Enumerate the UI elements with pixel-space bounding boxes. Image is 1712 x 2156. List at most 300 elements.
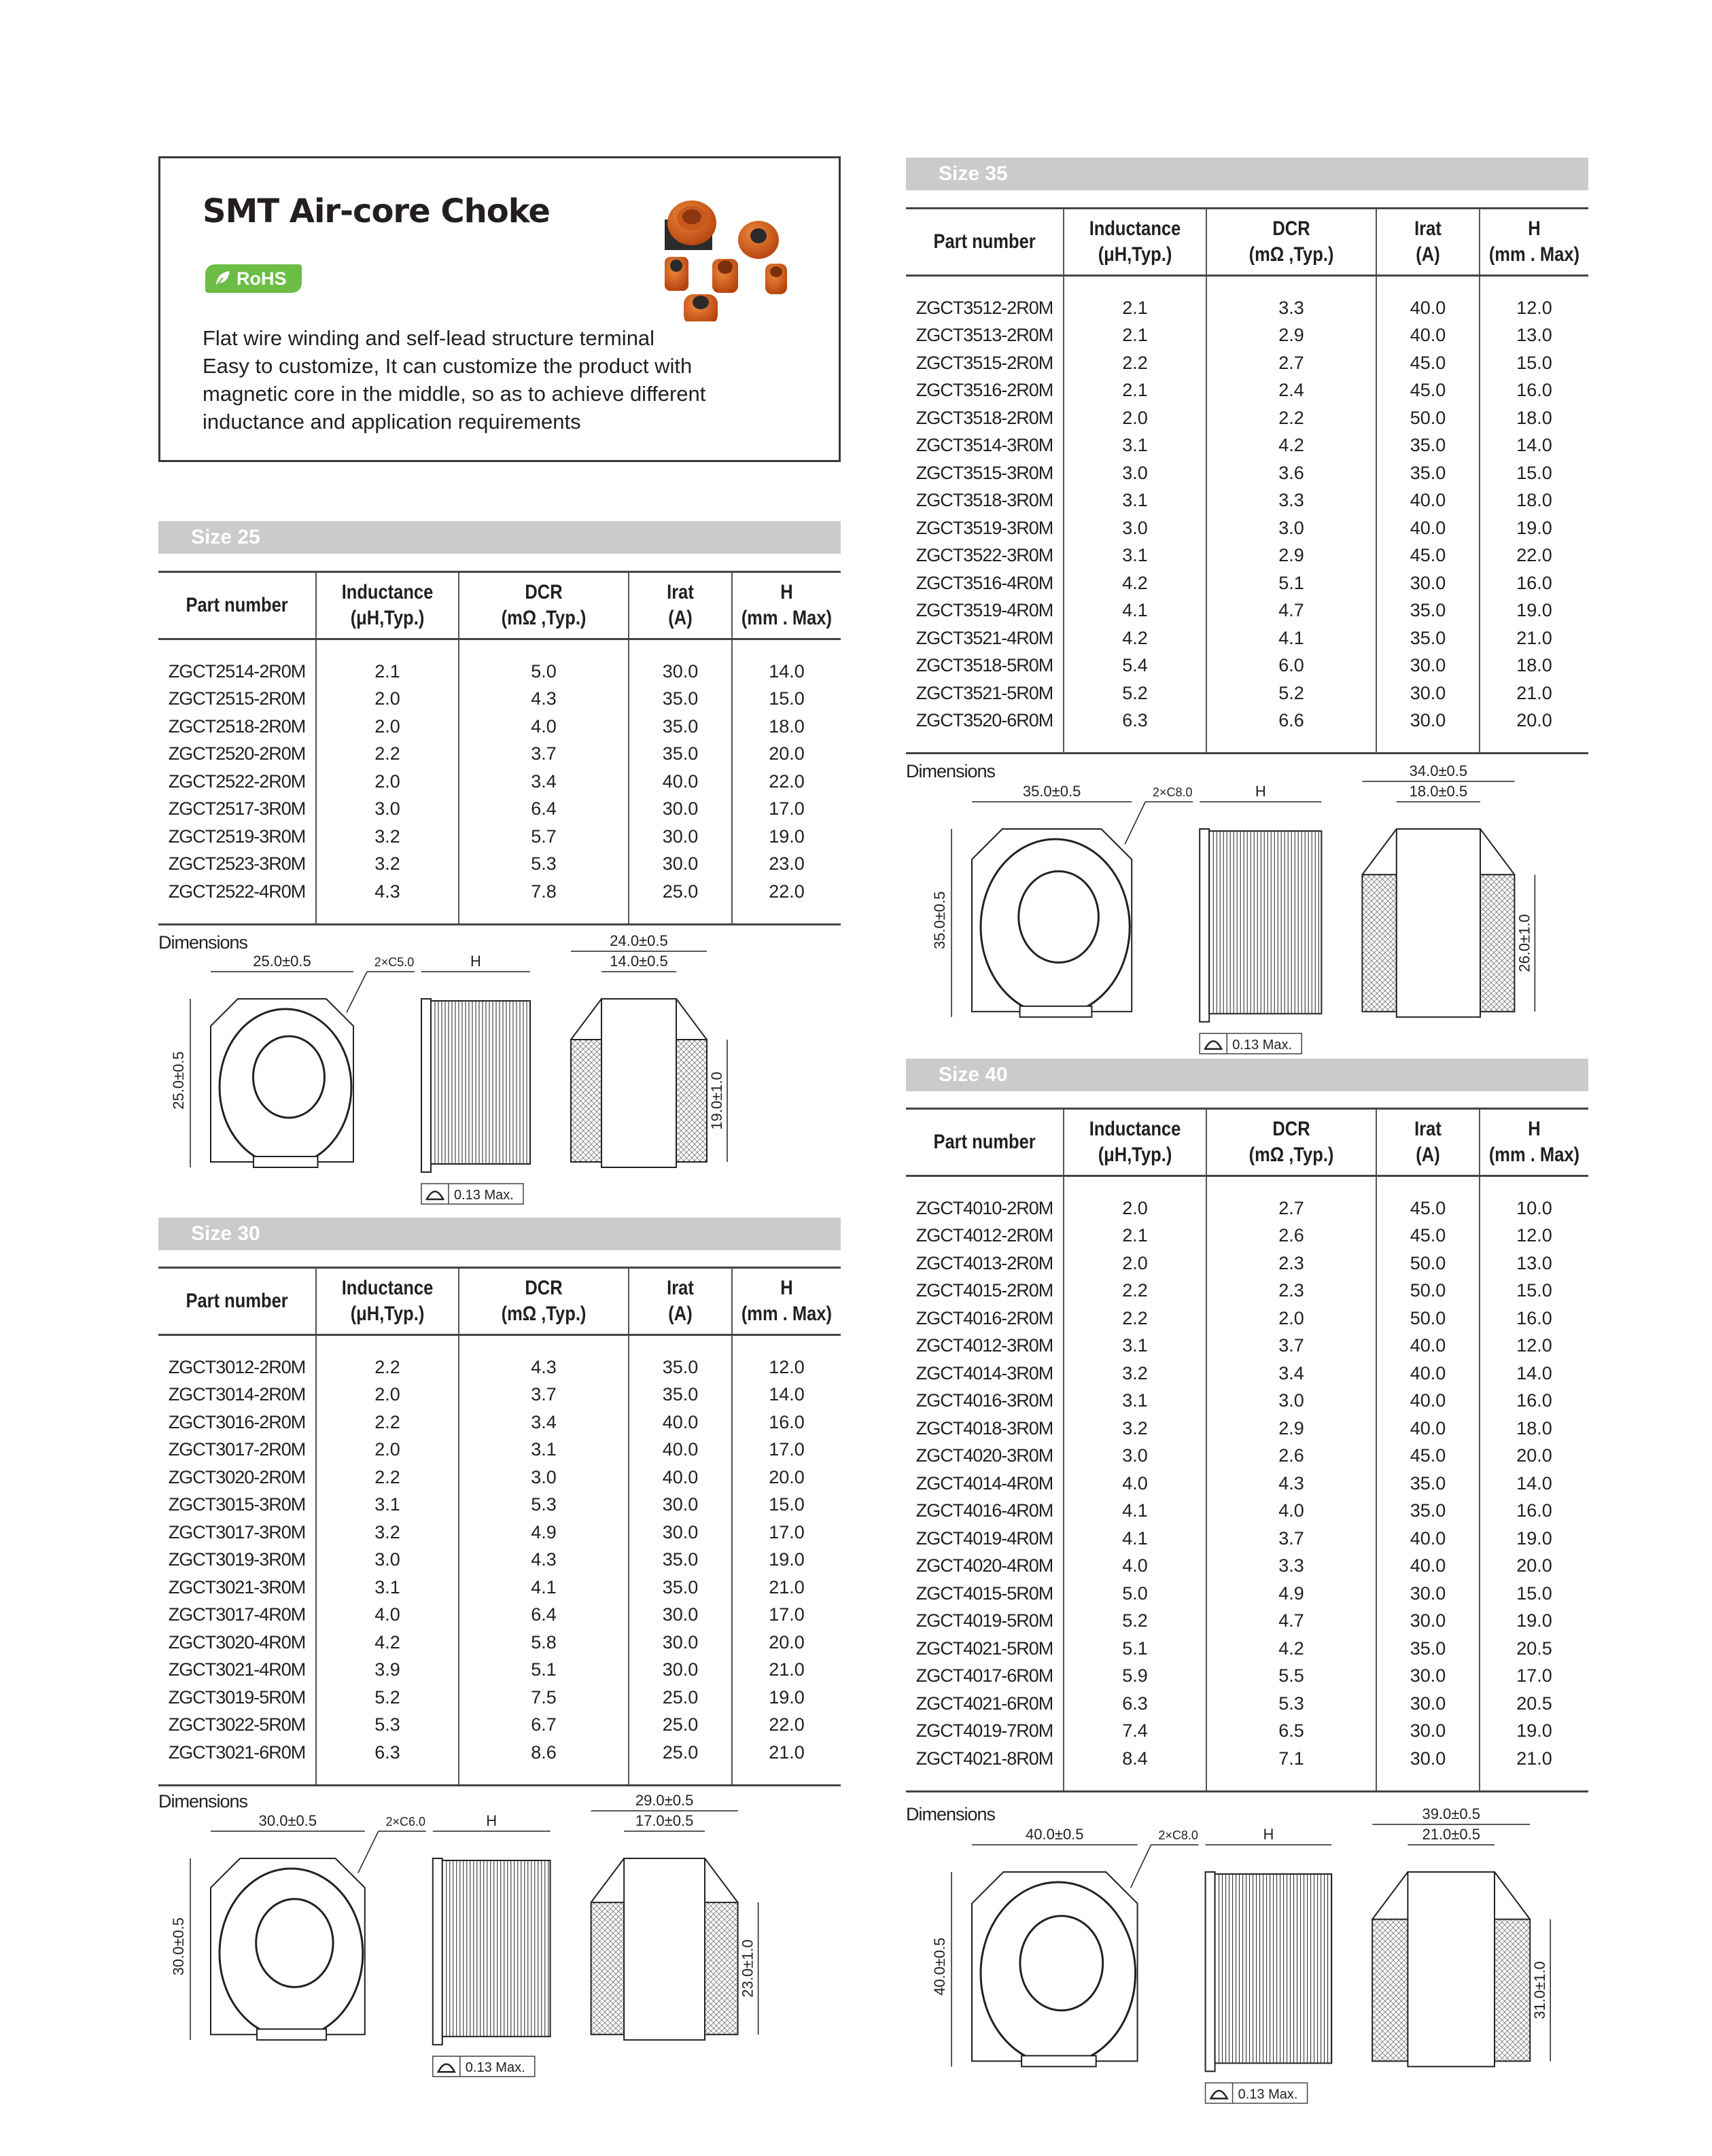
core-center (624, 1858, 705, 2040)
cell-height-max: 21.0 (1480, 1745, 1588, 1773)
cell-irat: 50.0 (1376, 404, 1480, 432)
cell-dcr: 3.7 (1206, 1332, 1376, 1360)
empty-cell (1206, 1176, 1376, 1195)
cell-part-number: ZGCT4021-5R0M (915, 1638, 1053, 1659)
cell-dcr: 3.7 (459, 741, 629, 768)
winding-height-dim-text: 26.0±1.0 (1516, 914, 1533, 972)
empty-cell (732, 1767, 841, 1786)
flatness-text: 0.13 Max. (465, 2060, 525, 2076)
cell-irat: 40.0 (1376, 1388, 1480, 1415)
terminal-tab (254, 1156, 318, 1167)
cell-part-number: ZGCT4010-2R0M (915, 1197, 1053, 1218)
cell-inductance: 2.1 (1064, 1222, 1206, 1250)
cell-dcr: 4.7 (1206, 597, 1376, 625)
cell-part-number: ZGCT2523-3R0M (168, 853, 306, 874)
cell-inductance: 4.1 (1064, 597, 1206, 625)
cell-irat: 30.0 (629, 1602, 732, 1629)
empty-cell (629, 906, 732, 925)
empty-cell (1480, 735, 1588, 754)
cell-part-number: ZGCT4015-5R0M (915, 1583, 1053, 1604)
cell-irat: 40.0 (1376, 487, 1480, 515)
cell-irat: 35.0 (629, 1354, 732, 1381)
cell-height-max: 17.0 (1480, 1663, 1588, 1691)
empty-cell (1376, 1176, 1480, 1195)
width-dim-text: 35.0±0.5 (1022, 783, 1081, 800)
cell-height-max: 15.0 (1480, 1580, 1588, 1608)
column-header-label: Inductance (1089, 1118, 1181, 1140)
overall-dim-text: 39.0±0.5 (1422, 1805, 1480, 1822)
cell-irat: 30.0 (629, 1657, 732, 1684)
table-row (906, 1195, 1588, 1222)
winding-body (442, 1860, 551, 2036)
winding-hatch-right (1480, 874, 1514, 1012)
winding-height-dim-text: 19.0±1.0 (708, 1072, 725, 1130)
chamfer-dim-text: 2×C5.0 (374, 955, 415, 969)
lead-frame (421, 999, 431, 1172)
cell-dcr: 6.7 (459, 1712, 629, 1739)
cell-irat: 40.0 (1376, 294, 1480, 322)
cell-height-max: 12.0 (1480, 294, 1588, 322)
body-outline (972, 1872, 1138, 2061)
cell-dcr: 3.4 (459, 768, 629, 796)
cell-height-max: 15.0 (1480, 459, 1588, 487)
column-header-inductance (327, 572, 449, 639)
height-dim-text: 35.0±0.5 (931, 891, 948, 950)
cell-part-number: ZGCT3518-3R0M (915, 490, 1053, 511)
cell-dcr: 8.6 (459, 1739, 629, 1767)
table-row (906, 542, 1588, 570)
column-header-label: DCR (525, 1277, 563, 1299)
empty-cell (906, 276, 1064, 295)
cell-height-max: 18.0 (1480, 652, 1588, 680)
cell-irat: 40.0 (629, 1464, 732, 1491)
cell-height-max: 21.0 (732, 1739, 841, 1767)
cell-part-number: ZGCT2515-2R0M (168, 688, 306, 709)
cell-part-number: ZGCT4016-4R0M (915, 1500, 1053, 1521)
column-header-dcr (1219, 209, 1364, 276)
cell-dcr: 4.1 (1206, 624, 1376, 652)
cell-dcr: 7.5 (459, 1684, 629, 1712)
cell-inductance: 3.1 (1064, 1332, 1206, 1360)
cell-height-max: 22.0 (732, 1712, 841, 1739)
cell-irat: 40.0 (1376, 514, 1480, 542)
cell-dcr: 3.3 (1206, 1553, 1376, 1580)
column-header-label: Part number (186, 594, 288, 616)
cell-dcr: 4.9 (1206, 1580, 1376, 1608)
cell-part-number: ZGCT3521-4R0M (915, 627, 1053, 648)
cell-irat: 30.0 (629, 1491, 732, 1519)
cell-height-max: 14.0 (1480, 1470, 1588, 1498)
empty-cell (316, 1767, 459, 1786)
table-row (906, 487, 1588, 515)
cell-dcr: 3.3 (1206, 294, 1376, 322)
tail-row (158, 1767, 841, 1786)
cell-height-max: 23.0 (732, 851, 841, 879)
cell-part-number: ZGCT3518-5R0M (915, 655, 1053, 676)
winding-body (1209, 831, 1321, 1014)
body-outline (211, 1858, 365, 2034)
empty-cell (1376, 1773, 1480, 1792)
cell-height-max: 17.0 (732, 796, 841, 824)
cell-part-number: ZGCT3012-2R0M (168, 1356, 306, 1377)
cell-part-number: ZGCT2519-3R0M (168, 826, 306, 847)
flatness-text: 0.13 Max. (454, 1188, 514, 1203)
empty-cell (316, 639, 459, 658)
winding-hatch-left (1372, 1920, 1408, 2062)
cell-part-number: ZGCT4012-3R0M (915, 1335, 1053, 1356)
cell-part-number: ZGCT4019-7R0M (915, 1720, 1053, 1742)
column-header-label: Part number (933, 1131, 1036, 1153)
cell-height-max: 21.0 (732, 1574, 841, 1602)
width-dim-text: 40.0±0.5 (1026, 1826, 1084, 1843)
cell-irat: 35.0 (1376, 432, 1480, 460)
description-line: Flat wire winding and self-lead structure terminal (203, 326, 655, 350)
empty-cell (158, 1335, 316, 1354)
cell-dcr: 5.8 (459, 1629, 629, 1657)
cell-height-max: 15.0 (1480, 1277, 1588, 1305)
column-header-label: Inductance (341, 1277, 434, 1299)
cell-part-number: ZGCT3516-2R0M (915, 380, 1053, 401)
section-header-size-30: Size 30 (158, 1218, 841, 1250)
table-row (158, 1464, 841, 1491)
column-header-dcr (1219, 1109, 1364, 1176)
empty-cell (1376, 276, 1480, 295)
cell-dcr: 3.0 (1206, 1388, 1376, 1415)
cell-irat: 30.0 (1376, 679, 1480, 707)
empty-cell (629, 1335, 732, 1354)
lead-frame (1206, 1872, 1215, 2071)
chamfer-leader (347, 972, 367, 1012)
cell-part-number: ZGCT2518-2R0M (168, 715, 306, 737)
product-photo (663, 192, 820, 321)
winding-height-dim-text: 23.0±1.0 (739, 1939, 756, 1998)
cell-inductance: 2.2 (1064, 1305, 1206, 1332)
top-view (170, 953, 415, 1167)
column-header-label: Irat (667, 581, 694, 603)
empty-cell (459, 1335, 629, 1354)
column-header-unit: (A) (1416, 243, 1440, 266)
cell-irat: 30.0 (1376, 1663, 1480, 1691)
inner-dim-text: 17.0±0.5 (635, 1812, 694, 1829)
cell-dcr: 4.1 (459, 1574, 629, 1602)
column-header-inductance (1075, 209, 1196, 276)
table-row (906, 1690, 1588, 1718)
cell-height-max: 12.0 (1480, 1332, 1588, 1360)
column-header-label: H (1528, 1118, 1541, 1140)
cell-irat: 30.0 (629, 851, 732, 879)
cell-inductance: 4.3 (316, 878, 459, 906)
table-row (158, 1657, 841, 1684)
winding-hatch-right (1495, 1920, 1530, 2062)
cell-inductance: 5.3 (316, 1712, 459, 1739)
table-row (906, 1553, 1588, 1580)
table-row (906, 1360, 1588, 1388)
cell-dcr: 3.1 (459, 1436, 629, 1464)
cell-inductance: 6.3 (1064, 707, 1206, 735)
side-dim-text: H (470, 953, 481, 970)
cell-irat: 30.0 (1376, 1690, 1480, 1718)
cell-height-max: 10.0 (1480, 1195, 1588, 1222)
cell-height-max: 21.0 (1480, 679, 1588, 707)
empty-cell (906, 1773, 1064, 1792)
cell-part-number: ZGCT4014-4R0M (915, 1472, 1053, 1494)
cell-inductance: 2.0 (316, 1436, 459, 1464)
cell-dcr: 4.0 (459, 713, 629, 741)
dimensions-label-size-25: Dimensions (158, 932, 248, 953)
product-intro-card (158, 156, 841, 462)
cell-inductance: 3.0 (1064, 459, 1206, 487)
leaf-icon (213, 270, 231, 287)
cell-dcr: 6.0 (1206, 652, 1376, 680)
cell-height-max: 16.0 (1480, 1498, 1588, 1525)
cell-inductance: 3.2 (316, 851, 459, 879)
cell-part-number: ZGCT3519-4R0M (915, 600, 1053, 621)
table-row (158, 1436, 841, 1464)
cell-part-number: ZGCT3021-4R0M (168, 1659, 306, 1680)
table-row (158, 1381, 841, 1409)
height-dim-text: 30.0±0.5 (170, 1917, 187, 1976)
cell-inductance: 2.0 (1064, 1195, 1206, 1222)
cell-inductance: 7.4 (1064, 1718, 1206, 1746)
cell-irat: 35.0 (629, 1574, 732, 1602)
empty-cell (1480, 1176, 1588, 1195)
table-row (906, 1525, 1588, 1553)
cell-inductance: 3.2 (1064, 1415, 1206, 1443)
cell-height-max: 19.0 (732, 823, 841, 851)
core-center (1408, 1872, 1495, 2066)
column-header-unit: (mm . Max) (741, 607, 833, 629)
cell-height-max: 15.0 (1480, 349, 1588, 377)
empty-cell (316, 906, 459, 925)
column-header-height-max (1488, 209, 1580, 276)
cell-irat: 30.0 (629, 658, 732, 686)
cell-inductance: 5.1 (1064, 1635, 1206, 1663)
cell-dcr: 3.0 (459, 1464, 629, 1491)
cell-irat: 30.0 (1376, 1745, 1480, 1773)
lead-frame (1200, 829, 1209, 1022)
cell-irat: 40.0 (1376, 1415, 1480, 1443)
column-header-height-max (1488, 1109, 1580, 1176)
spec-table-size-35 (906, 207, 1588, 754)
cell-height-max: 20.0 (732, 741, 841, 768)
table-row (906, 624, 1588, 652)
cell-inductance: 3.1 (1064, 542, 1206, 570)
cell-height-max: 13.0 (1480, 1250, 1588, 1277)
cell-inductance: 4.1 (1064, 1498, 1206, 1525)
empty-cell (906, 1176, 1064, 1195)
cell-dcr: 5.7 (459, 823, 629, 851)
cell-part-number: ZGCT4019-5R0M (915, 1610, 1053, 1631)
table-row (906, 1663, 1588, 1691)
front-view (571, 932, 727, 1167)
cell-part-number: ZGCT4020-3R0M (915, 1445, 1053, 1466)
spacer-row (158, 639, 841, 658)
cell-irat: 25.0 (629, 878, 732, 906)
column-header-label: Inductance (1089, 217, 1181, 240)
table-row (906, 1608, 1588, 1636)
cell-height-max: 16.0 (732, 1409, 841, 1436)
table-row (906, 432, 1588, 460)
cell-part-number: ZGCT3513-2R0M (915, 325, 1053, 346)
side-view (421, 953, 530, 1204)
cell-height-max: 20.0 (1480, 1553, 1588, 1580)
cell-irat: 50.0 (1376, 1250, 1480, 1277)
cell-part-number: ZGCT3017-3R0M (168, 1521, 306, 1542)
cell-part-number: ZGCT3521-5R0M (915, 682, 1053, 703)
winding-hatch-left (1362, 874, 1396, 1012)
table-header-row (906, 209, 1588, 276)
column-header-unit: (μH,Typ.) (1098, 243, 1172, 266)
cell-inductance: 4.0 (1064, 1470, 1206, 1498)
cell-inductance: 5.4 (1064, 652, 1206, 680)
cell-inductance: 4.2 (1064, 624, 1206, 652)
cell-height-max: 19.0 (1480, 597, 1588, 625)
empty-cell (1064, 1773, 1206, 1792)
column-header-dcr (472, 572, 616, 639)
cell-irat: 35.0 (1376, 624, 1480, 652)
cell-part-number: ZGCT3014-2R0M (168, 1384, 306, 1405)
table-row (158, 823, 841, 851)
cell-inductance: 3.2 (316, 1519, 459, 1547)
empty-cell (158, 906, 316, 925)
table-row (906, 1250, 1588, 1277)
product-description (203, 324, 746, 436)
table-row (906, 1305, 1588, 1332)
cell-height-max: 12.0 (732, 1354, 841, 1381)
cell-inductance: 2.2 (316, 1354, 459, 1381)
empty-cell (732, 1335, 841, 1354)
cell-height-max: 15.0 (732, 686, 841, 713)
cell-part-number: ZGCT3516-4R0M (915, 572, 1053, 593)
empty-cell (459, 639, 629, 658)
table-row (158, 796, 841, 824)
cell-inductance: 3.0 (316, 1547, 459, 1574)
column-header-height-max (740, 572, 833, 639)
cell-height-max: 20.5 (1480, 1690, 1588, 1718)
table-row (906, 1718, 1588, 1746)
cell-height-max: 22.0 (732, 878, 841, 906)
cell-part-number: ZGCT2517-3R0M (168, 798, 306, 819)
cell-irat: 35.0 (1376, 1470, 1480, 1498)
cell-part-number: ZGCT3021-6R0M (168, 1742, 306, 1763)
cell-height-max: 16.0 (1480, 1388, 1588, 1415)
cell-inductance: 2.0 (1064, 404, 1206, 432)
cell-irat: 45.0 (1376, 1195, 1480, 1222)
column-header-inductance (327, 1268, 449, 1335)
cell-dcr: 7.8 (459, 878, 629, 906)
cell-irat: 30.0 (629, 796, 732, 824)
cell-dcr: 4.2 (1206, 1635, 1376, 1663)
coil-small-mid (712, 259, 738, 293)
inner-dim-text: 18.0±0.5 (1409, 783, 1468, 800)
cell-inductance: 8.4 (1064, 1745, 1206, 1773)
table-row (158, 1602, 841, 1629)
cell-height-max: 19.0 (1480, 1608, 1588, 1636)
cell-inductance: 2.2 (316, 1464, 459, 1491)
cell-dcr: 4.3 (1206, 1470, 1376, 1498)
cell-height-max: 22.0 (1480, 542, 1588, 570)
cell-irat: 25.0 (629, 1712, 732, 1739)
cell-height-max: 14.0 (732, 1381, 841, 1409)
empty-cell (1206, 276, 1376, 295)
table-row (158, 768, 841, 796)
cell-dcr: 3.4 (1206, 1360, 1376, 1388)
table-row (906, 569, 1588, 597)
tail-row (158, 906, 841, 925)
side-view (433, 1812, 551, 2077)
cell-inductance: 2.1 (1064, 294, 1206, 322)
cell-inductance: 2.1 (1064, 322, 1206, 350)
table-header-row (158, 1268, 841, 1335)
cell-dcr: 2.0 (1206, 1305, 1376, 1332)
coil-bottom (684, 294, 718, 321)
cell-height-max: 16.0 (1480, 1305, 1588, 1332)
cell-dcr: 2.3 (1206, 1250, 1376, 1277)
cell-part-number: ZGCT4020-4R0M (915, 1555, 1053, 1576)
dimensions-label-size-30: Dimensions (158, 1791, 248, 1812)
table-row (158, 1519, 841, 1547)
section-header-size-35: Size 35 (906, 158, 1588, 190)
cell-irat: 45.0 (1376, 349, 1480, 377)
table-row (906, 707, 1588, 735)
cell-height-max: 20.0 (732, 1629, 841, 1657)
cell-part-number: ZGCT4013-2R0M (915, 1252, 1053, 1273)
cell-part-number: ZGCT3514-3R0M (915, 435, 1053, 456)
cell-height-max: 17.0 (732, 1436, 841, 1464)
cell-inductance: 4.0 (316, 1602, 459, 1629)
cell-dcr: 3.7 (459, 1381, 629, 1409)
terminal-tab (1020, 1006, 1092, 1017)
column-header-unit: (mΩ ,Typ.) (1248, 243, 1334, 266)
terminal-tab (257, 2029, 326, 2040)
chamfer-leader (1131, 1845, 1151, 1888)
cell-dcr: 7.1 (1206, 1745, 1376, 1773)
cell-irat: 40.0 (629, 1409, 732, 1436)
tail-row (906, 735, 1588, 754)
table-row (906, 1222, 1588, 1250)
cell-dcr: 5.5 (1206, 1663, 1376, 1691)
cell-height-max: 19.0 (732, 1547, 841, 1574)
cell-dcr: 5.1 (459, 1657, 629, 1684)
cell-dcr: 5.0 (459, 658, 629, 686)
width-dim-text: 25.0±0.5 (253, 953, 311, 970)
cell-part-number: ZGCT3520-6R0M (915, 710, 1053, 731)
cell-height-max: 12.0 (1480, 1222, 1588, 1250)
cell-dcr: 4.7 (1206, 1608, 1376, 1636)
cell-inductance: 3.1 (316, 1574, 459, 1602)
cell-inductance: 2.1 (1064, 377, 1206, 405)
table-row (158, 713, 841, 741)
cell-irat: 40.0 (1376, 322, 1480, 350)
cell-part-number: ZGCT3518-2R0M (915, 407, 1053, 428)
table-row (158, 1354, 841, 1381)
column-header-part-number (170, 1268, 304, 1335)
cell-part-number: ZGCT3519-3R0M (915, 517, 1053, 538)
cell-part-number: ZGCT4017-6R0M (915, 1665, 1053, 1686)
winding-hatch-left (571, 1040, 601, 1162)
spec-table-size-40 (906, 1108, 1588, 1792)
cell-height-max: 19.0 (1480, 1718, 1588, 1746)
cell-part-number: ZGCT4021-8R0M (915, 1748, 1053, 1769)
cell-dcr: 4.3 (459, 1354, 629, 1381)
empty-cell (629, 639, 732, 658)
cell-part-number: ZGCT4012-2R0M (915, 1225, 1053, 1246)
empty-cell (1480, 276, 1588, 295)
cell-height-max: 14.0 (1480, 1360, 1588, 1388)
body-outline (972, 829, 1132, 1012)
cell-inductance: 4.2 (316, 1629, 459, 1657)
column-header-height-max (740, 1268, 833, 1335)
